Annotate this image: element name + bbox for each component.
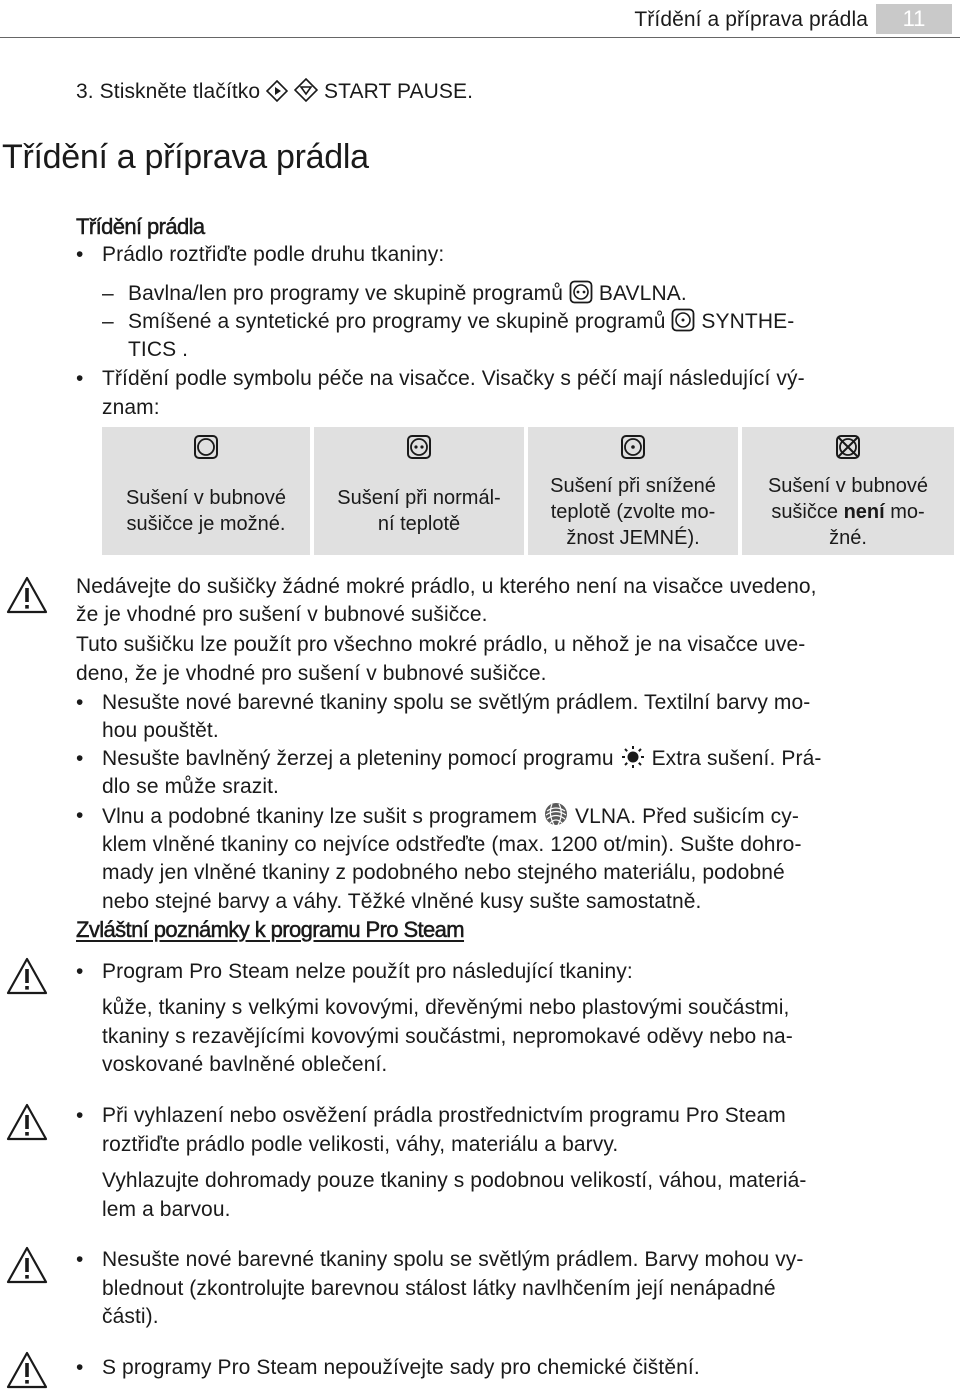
wool-label: VLNA. Před sušicím cy-: [569, 805, 799, 828]
care-cell-normal-temp: [312, 425, 526, 557]
synthetics-label: SYNTHE-: [695, 310, 795, 333]
care-label: ní teplotě: [377, 513, 461, 535]
bullet-marker: •: [76, 747, 84, 770]
sorting-bullet-1: Prádlo roztřiďte podle druhu tkaniny:: [102, 243, 445, 266]
bullet-marker: •: [76, 960, 84, 983]
tumble-dry-icon: [100, 433, 312, 466]
cotton-label: BAVLNA.: [592, 282, 687, 305]
warning-bullet-3-cont: klem vlněné tkaniny co nejvíce odstřeďte (max. 1200 ot/min). Sušte dohro-: [102, 833, 802, 856]
care-cell-tumble-dry: [100, 425, 312, 557]
steam-note-2-text: lem a barvou.: [102, 1198, 231, 1221]
section-title: Třídění a příprava prádla: [2, 138, 369, 176]
warning-bullet-1: Nesušte nové barevné tkaniny spolu se světlým prádlem. Textilní barvy mo-: [102, 691, 811, 714]
page-number: 11: [876, 4, 952, 34]
care-label: žnost JEMNÉ).: [566, 527, 700, 549]
care-label: [740, 499, 956, 525]
steam-heading: Zvláštní poznámky k programu Pro Steam: [76, 917, 465, 942]
care-label: teplotě (zvolte mo-: [550, 501, 716, 523]
care-label-part: mo-: [884, 501, 925, 523]
steam-note-2-cont: roztřiďte prádlo podle velikosti, váhy, materiálu a barvy.: [102, 1133, 619, 1156]
warning-bullet-1-cont: hou pouštět.: [102, 719, 219, 742]
sorting-heading: Třídění prádla: [76, 214, 205, 239]
warning-icon: [6, 956, 48, 996]
steam-note-3: Nesušte nové barevné tkaniny spolu se světlým prádlem. Barvy mohou vy-: [102, 1248, 804, 1271]
do-not-tumble-dry-icon: [740, 433, 956, 466]
bullet-marker: •: [76, 367, 84, 390]
steam-note-4: S programy Pro Steam nepoužívejte sady pro chemické čištění.: [102, 1356, 700, 1379]
care-label: Sušení při normál-: [337, 487, 501, 509]
steam-note-1-text: kůže, tkaniny s velkými kovovými, dřevěnými nebo plastovými součástmi,: [102, 996, 790, 1019]
warning-text: Tuto sušičku lze použít pro všechno mokré prádlo, u něhož je na visačce uve-: [76, 633, 806, 656]
steam-note-1-text: tkaniny s rezavějícími kovovými součástmi, nepromokavé oděvy nebo na-: [102, 1025, 793, 1048]
sun-icon: [620, 745, 646, 777]
warning-bullet-3-cont: mady jen vlněné tkaniny z podobného nebo stejného materiálu, podobné: [102, 861, 785, 884]
extra-dry-label: Extra sušení. Prá-: [645, 747, 822, 770]
care-label: sušičce je možné.: [126, 513, 286, 535]
warning-bullet-3-text: Vlnu a podobné tkaniny lze sušit s programem: [102, 805, 544, 828]
warning-icon: [6, 575, 48, 615]
sorting-bullet-2-cont: znam:: [102, 396, 160, 419]
dash-marker: –: [102, 282, 114, 305]
tumble-dry-low-icon: [526, 433, 740, 466]
care-label-part: sušičce: [771, 501, 844, 523]
care-symbol-table: [100, 425, 956, 557]
warning-bullet-3-cont: nebo stejné barvy a váhy. Těžké vlněné kusy sušte samostatně.: [102, 890, 702, 913]
bullet-marker: •: [76, 1356, 84, 1379]
steam-note-1: Program Pro Steam nelze použít pro následující tkaniny:: [102, 960, 633, 983]
warning-icon: [6, 1102, 48, 1142]
synthetics-label-cont: TICS .: [128, 338, 189, 361]
care-cell-no-tumble: [740, 425, 956, 557]
tumble-dry-normal-icon: [312, 433, 526, 466]
cotton-text: Bavlna/len pro programy ve skupině programů: [128, 282, 569, 305]
running-header-title: Třídění a příprava prádla: [634, 8, 868, 31]
warning-icon: [6, 1350, 48, 1390]
synthetics-item: [128, 307, 794, 340]
warning-text: Nedávejte do sušičky žádné mokré prádlo, u kterého není na visačce uvedeno,: [76, 575, 817, 598]
care-label: žné.: [829, 527, 867, 549]
synthetics-text: Smíšené a syntetické pro programy ve skupině programů: [128, 310, 672, 333]
dash-marker: –: [102, 310, 114, 333]
synthetics-program-icon: [671, 308, 695, 340]
steam-note-1-text: voskované bavlněné oblečení.: [102, 1053, 388, 1076]
bullet-marker: •: [76, 243, 84, 266]
warning-bullet-2-text: Nesušte bavlněný žerzej a pleteniny pomocí programu: [102, 747, 620, 770]
warning-text: že je vhodné pro sušení v bubnové sušičce.: [76, 603, 488, 626]
start-pause-label: START PAUSE.: [318, 80, 474, 103]
pause-icon: [294, 78, 318, 110]
bullet-marker: •: [76, 1104, 84, 1127]
step-3: [76, 77, 473, 110]
care-cell-low-temp: [526, 425, 740, 557]
steam-note-2-text: Vyhlazujte dohromady pouze tkaniny s podobnou velikostí, váhou, materiá-: [102, 1169, 807, 1192]
start-icon: [266, 80, 288, 110]
care-label: Sušení v bubnové: [767, 475, 929, 497]
care-label: Sušení při snížené: [550, 475, 716, 497]
bullet-marker: •: [76, 691, 84, 714]
steam-note-3-cont: části).: [102, 1305, 159, 1328]
warning-icon: [6, 1245, 48, 1285]
step-3-text: 3. Stiskněte tlačítko: [76, 80, 267, 103]
warning-text: deno, že je vhodné pro sušení v bubnové sušičce.: [76, 662, 547, 685]
steam-note-3-cont: blednout (zkontrolujte barevnou stálost látky navlhčením její nenápadné: [102, 1277, 776, 1300]
bullet-marker: •: [76, 1248, 84, 1271]
care-label: Sušení v bubnové: [125, 487, 287, 509]
sorting-bullet-2: Třídění podle symbolu péče na visačce. Visačky s péčí mají následující vý-: [102, 367, 805, 390]
header-rule: [0, 37, 960, 38]
warning-bullet-2-cont: dlo se může srazit.: [102, 775, 279, 798]
bullet-marker: •: [76, 804, 84, 827]
care-label-emphasis: není: [843, 501, 885, 523]
steam-note-2: Při vyhlazení nebo osvěžení prádla prostřednictvím programu Pro Steam: [102, 1104, 786, 1127]
